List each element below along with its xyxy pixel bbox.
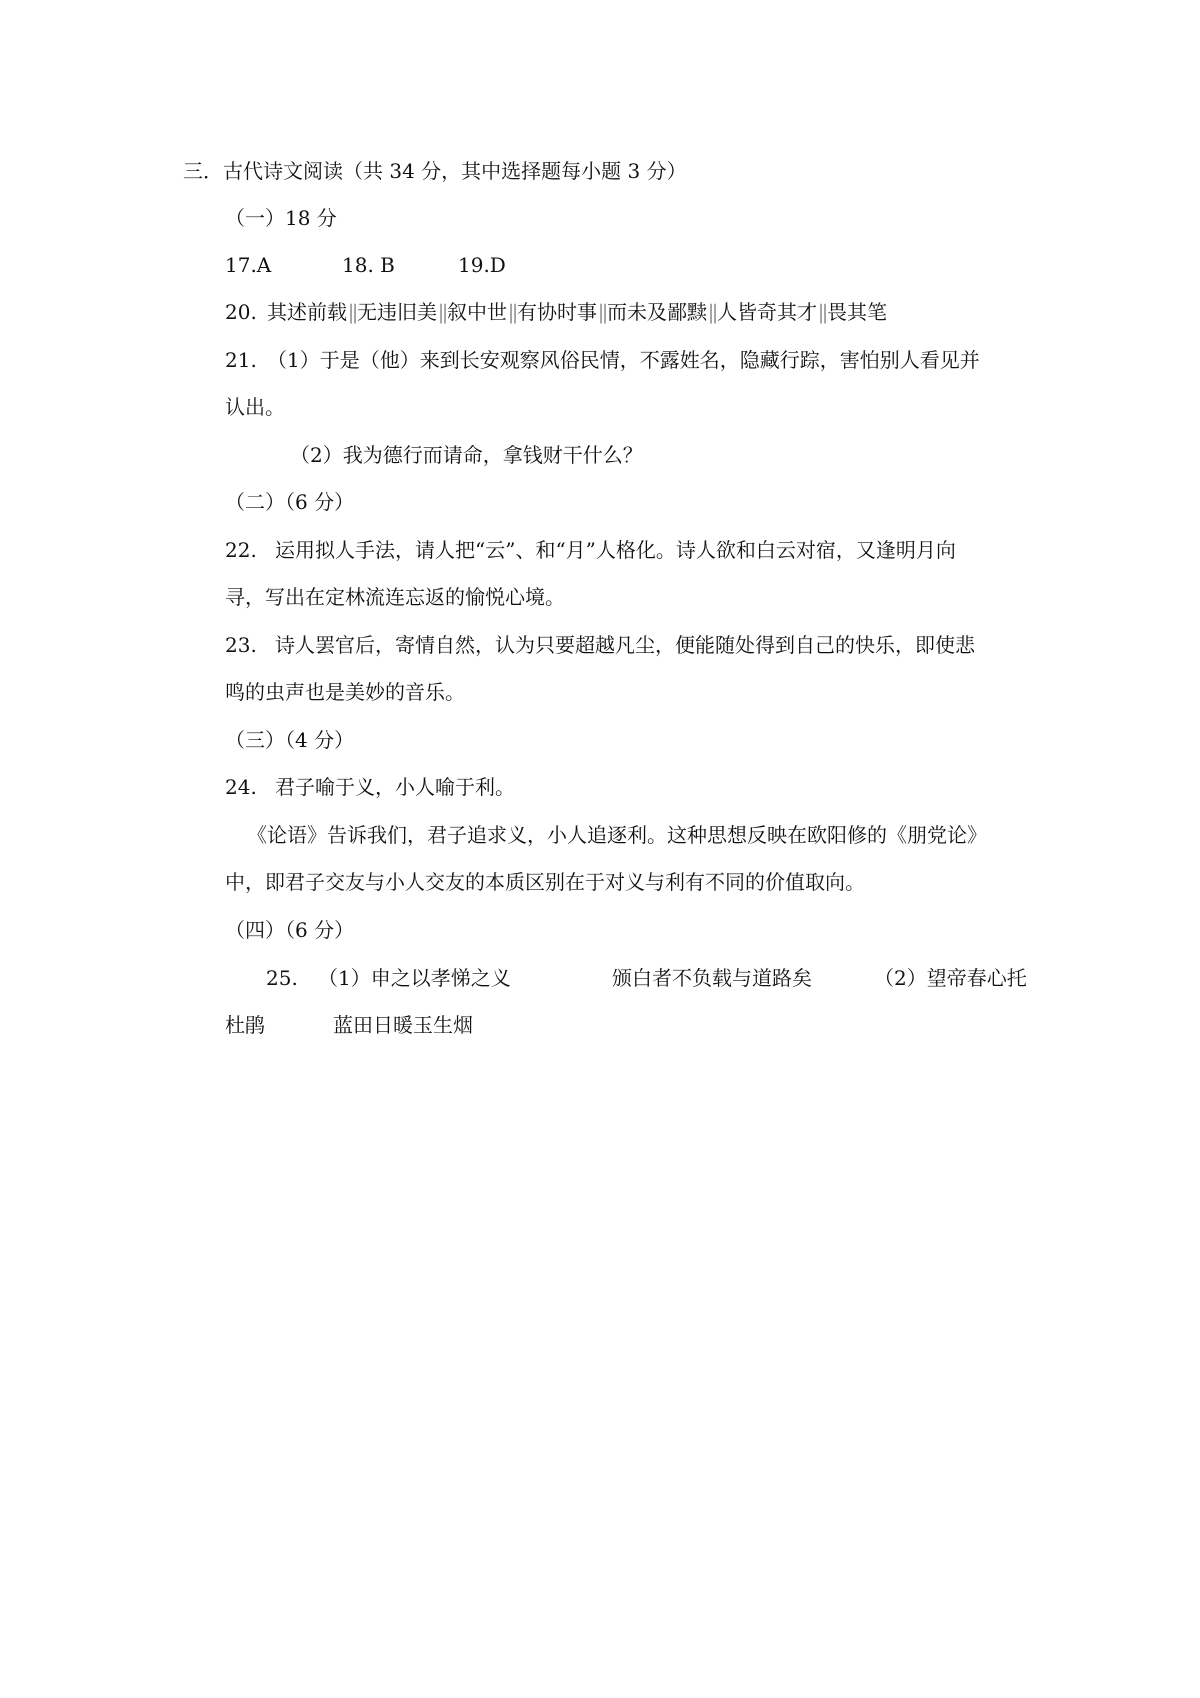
q20-segment: 而未及鄙黩 — [607, 300, 707, 324]
q24-line1 — [225, 773, 515, 801]
q22-line2: 寻，写出在定林流连忘返的愉悦心境。 — [225, 585, 565, 609]
q20-number: 20. — [225, 300, 257, 324]
answer-17: 17.A — [225, 253, 272, 277]
q25-line1 — [266, 964, 1027, 992]
q25-answer-4: 杜鹃 — [225, 1013, 265, 1037]
q20-segment: 畏其笔 — [827, 300, 887, 324]
q21-text: （1）于是（他）来到长安观察风俗民情，不露姓名，隐藏行踪，害怕别人看见并 — [267, 348, 980, 372]
q20-segment: 叙中世 — [447, 300, 507, 324]
divider-mark: || — [599, 300, 608, 324]
q21-line1 — [225, 346, 980, 374]
answer-19: 19.D — [458, 253, 506, 277]
q24-text: 君子喻于义，小人喻于利。 — [275, 775, 515, 799]
divider-mark: || — [819, 300, 828, 324]
q22-line1 — [225, 536, 956, 564]
q23-text: 诗人罢官后，寄情自然，认为只要超越凡尘，便能随处得到自己的快乐，即使悲 — [275, 633, 975, 657]
q20-answer — [225, 298, 887, 326]
part3-heading: （三）（4 分） — [225, 728, 355, 752]
divider-mark: || — [349, 300, 358, 324]
choice-answers-row — [225, 251, 506, 279]
q25-answer-5: 蓝田日暖玉生烟 — [333, 1013, 473, 1037]
answer-18: 18. B — [342, 253, 395, 277]
q20-segment: 其述前载 — [267, 300, 347, 324]
q21-line3: （2）我为德行而请命，拿钱财干什么？ — [290, 443, 643, 467]
q22-text: 运用拟人手法，请人把“云”、和“月”人格化。诗人欲和白云对宿，又逢明月向 — [275, 538, 956, 562]
q24-line2: 《论语》告诉我们，君子追求义，小人追逐利。这种思想反映在欧阳修的《朋党论》 — [247, 823, 987, 847]
part4-heading: （四）（6 分） — [225, 918, 355, 942]
q24-number: 24. — [225, 775, 257, 799]
q23-number: 23. — [225, 633, 257, 657]
divider-mark: || — [439, 300, 448, 324]
q21-line2: 认出。 — [225, 395, 285, 419]
part1-heading: （一）18 分 — [225, 206, 337, 230]
q23-line1 — [225, 631, 975, 659]
q24-line3: 中，即君子交友与小人交友的本质区别在于对义与利有不同的价值取向。 — [225, 870, 865, 894]
q25-number: 25. — [266, 966, 298, 990]
q20-segment: 有协时事 — [517, 300, 597, 324]
q20-segment: 无违旧美 — [357, 300, 437, 324]
section-heading: 三．古代诗文阅读（共 34 分，其中选择题每小题 3 分） — [183, 159, 687, 183]
q20-segment: 人皆奇其才 — [717, 300, 817, 324]
q23-line2: 鸣的虫声也是美妙的音乐。 — [225, 680, 465, 704]
divider-mark: || — [709, 300, 718, 324]
q25-line2 — [225, 1011, 473, 1039]
q25-answer-2: 颁白者不负载与道路矣 — [612, 966, 812, 990]
q25-answer-1: （1）申之以孝悌之义 — [318, 966, 511, 990]
divider-mark: || — [509, 300, 518, 324]
q22-number: 22. — [225, 538, 257, 562]
part2-heading: （二）（6 分） — [225, 490, 355, 514]
q21-number: 21. — [225, 348, 257, 372]
q25-answer-3: （2）望帝春心托 — [874, 966, 1027, 990]
